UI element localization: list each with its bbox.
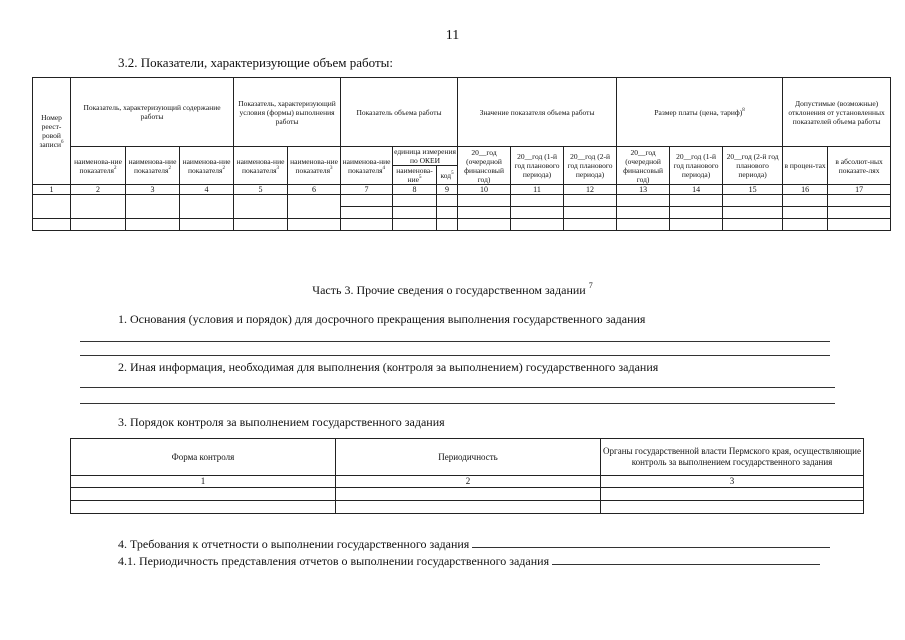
column-number: 9 — [437, 185, 458, 195]
column-number: 11 — [511, 185, 564, 195]
item-4-row — [118, 536, 830, 552]
table-row — [71, 501, 864, 514]
header-year-current-value: 20__год (очередной финансовый год) — [458, 147, 511, 185]
fill-line — [472, 536, 830, 548]
header-name-4: наименова-ние показателя$^3$ — [234, 147, 288, 185]
column-number: 6 — [288, 185, 341, 195]
section-title: 3.2. Показатели, характеризующие объем работы: — [118, 55, 393, 70]
header-name-6: наименова-ние показателя$^4$ — [341, 147, 393, 185]
column-number: 16 — [783, 185, 828, 195]
column-number: 13 — [617, 185, 670, 195]
column-number: 3 — [126, 185, 180, 195]
header-year-2-value: 20__год (2-й год планового периода) — [564, 147, 617, 185]
header-authorities: Органы государственной власти Пермского края, осуществляющие контроль за выполнением государственного задания — [601, 439, 864, 476]
header-volume-group: Показатель объема работы — [341, 78, 458, 147]
header-year-1-value: 20__год (1-й год планового периода) — [511, 147, 564, 185]
header-name-1: наименова-ние показателя$^2$ — [71, 147, 126, 185]
column-number: 5 — [234, 185, 288, 195]
item-3-label: 3. Порядок контроля за выполнением государственного задания — [118, 415, 445, 429]
table-row — [71, 488, 864, 501]
column-number: 1 — [33, 185, 71, 195]
control-table — [70, 438, 864, 514]
header-name-5: наименова-ние показателя$^3$ — [288, 147, 341, 185]
item-4-1-label: 4.1. Периодичность представления отчетов о выполнении государственного задания — [118, 554, 550, 568]
column-number: 1 — [71, 476, 336, 488]
page-number: 11 — [445, 28, 460, 43]
column-number: 15 — [723, 185, 783, 195]
item-1-label: 1. Основания (условия и порядок) для досрочного прекращения выполнения государственного задания — [118, 312, 646, 326]
column-number: 10 — [458, 185, 511, 195]
header-content-group: Показатель, характеризующий содержание работы — [71, 78, 234, 147]
part3-title: Часть 3. Прочие сведения о государственном задании $^7$ — [312, 281, 593, 297]
header-registry-number: Номер реест-ровой записи$^6$ — [33, 78, 71, 185]
column-number: 17 — [828, 185, 891, 195]
column-number: 2 — [71, 185, 126, 195]
table-row — [33, 219, 891, 231]
column-number: 12 — [564, 185, 617, 195]
header-percent: в процен-тах — [783, 147, 828, 185]
header-unit-name: наименова-ние$^5$ — [393, 166, 437, 185]
column-number: 7 — [341, 185, 393, 195]
header-absolute: в абсолют-ных показате-лях — [828, 147, 891, 185]
header-value-group: Значение показателя объема работы — [458, 78, 617, 147]
fill-line — [552, 553, 820, 565]
header-deviation-group: Допустимые (возможные) отклонения от установленных показателей объема работы — [783, 78, 891, 147]
header-name-3: наименова-ние показателя$^2$ — [180, 147, 234, 185]
fill-line — [80, 341, 830, 342]
header-name-2: наименова-ние показателя$^2$ — [126, 147, 180, 185]
column-number: 14 — [670, 185, 723, 195]
column-number: 3 — [601, 476, 864, 488]
column-number: 4 — [180, 185, 234, 195]
fill-line — [80, 387, 835, 388]
column-number: 8 — [393, 185, 437, 195]
header-year-2-fee: 20__год (2-й год планового периода) — [723, 147, 783, 185]
fill-line — [80, 355, 830, 356]
header-year-current-fee: 20__год (очередной финансовый год) — [617, 147, 670, 185]
column-number: 2 — [336, 476, 601, 488]
work-volume-table — [32, 77, 891, 231]
fill-line — [80, 403, 835, 404]
item-4-label: 4. Требования к отчетности о выполнении государственного задания — [118, 537, 470, 551]
header-control-form: Форма контроля — [71, 439, 336, 476]
item-2-label: 2. Иная информация, необходимая для выполнения (контроля за выполнением) государственного задания — [118, 360, 659, 374]
header-periodicity: Периодичность — [336, 439, 601, 476]
header-year-1-fee: 20__год (1-й год планового периода) — [670, 147, 723, 185]
header-unit-okei: единица измерения по ОКЕИ — [394, 147, 456, 165]
header-fee-group: Размер платы (цена, тариф)$^8$ — [617, 78, 783, 147]
table-row — [33, 195, 891, 207]
header-code: код$^5$ — [437, 166, 458, 185]
header-conditions-group: Показатель, характеризующий условия (формы) выполнения работы — [234, 78, 341, 147]
item-4-1-row — [118, 553, 820, 569]
